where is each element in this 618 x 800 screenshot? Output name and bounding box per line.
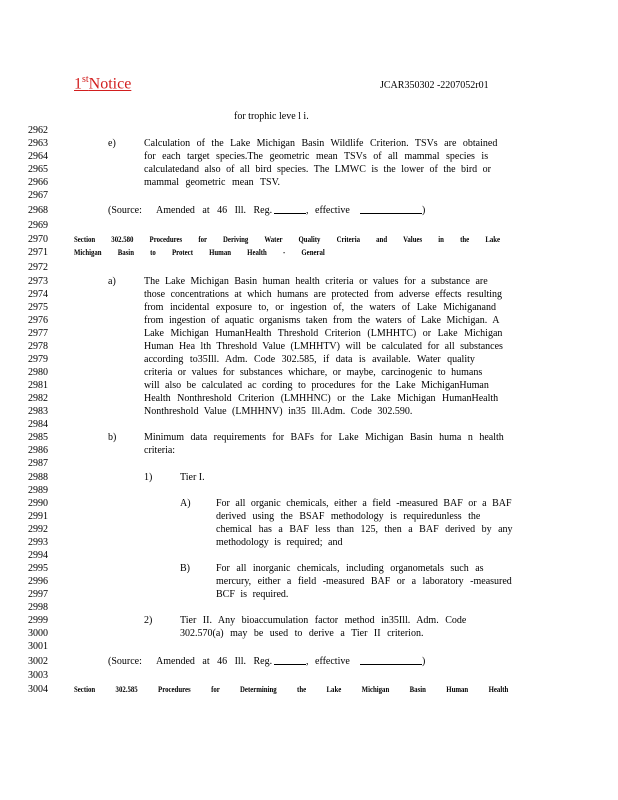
line-number: 2971	[28, 247, 48, 258]
line-number: 2983	[28, 406, 48, 417]
line-number: 2963	[28, 138, 48, 149]
line-2995: 2995 B) For all inorganic chemicals, including organometals such as	[28, 563, 484, 574]
reg-blank	[274, 655, 306, 669]
line-3000: 3000 302.570(a) may be used to derive a Tier II criterion.	[28, 628, 424, 639]
line-number: 2997	[28, 589, 48, 600]
notice-label: 1stNotice	[74, 74, 132, 93]
line-number: 2981	[28, 380, 48, 391]
line-number: 2970	[28, 234, 48, 245]
line-number: 3000	[28, 628, 48, 639]
line-number: 2982	[28, 393, 48, 404]
line-number: 2986	[28, 445, 48, 456]
line-2970	[0, 233, 618, 246]
line-2977: 2977 Lake Michigan HumanHealth Threshold Criterion (LMHHTC) or Lake Michigan	[28, 328, 503, 339]
item-label: A)	[180, 498, 191, 509]
line-number: 2990	[28, 498, 48, 509]
line-2973: 2973 a) The Lake Michigan Basin human health criteria or values for a substance are	[28, 276, 488, 287]
line-2988: 2988 1) Tier I.	[28, 472, 205, 483]
date-blank	[360, 655, 422, 669]
line-2989	[0, 484, 618, 497]
line-2996: 2996 mercury, either a field -measured BAF or a laboratory -measured	[28, 576, 512, 587]
line-2963: 2963 e) Calculation of the Lake Michigan Basin Wildlife Criterion. TSVs are obtained	[28, 138, 498, 149]
line-2971: 2971 Michigan Basin to Protect Human Health - General	[28, 247, 325, 258]
line-2998	[0, 601, 618, 614]
line-2972	[0, 261, 618, 274]
line-2969	[0, 219, 618, 232]
intro-line: for trophic leve l i.	[234, 111, 309, 122]
line-number: 2993	[28, 537, 48, 548]
line-2994	[0, 549, 618, 562]
line-2993: 2993 methodology is required; and	[28, 537, 343, 548]
line-number: 2973	[28, 276, 48, 287]
line-number: 2999	[28, 615, 48, 626]
line-number: 2974	[28, 289, 48, 300]
line-2986: 2986 criteria:	[28, 445, 176, 456]
line-2990: 2990 A) For all organic chemicals, either a field -measured BAF or a BAF	[28, 498, 512, 509]
line-2965: 2965 calculatedand also of all bird species. The LMWC is the lower of the bird or	[28, 164, 491, 175]
line-number: 2976	[28, 315, 48, 326]
item-label: a)	[108, 276, 116, 287]
line-2985: 2985 b) Minimum data requirements for BAFs for Lake Michigan Basin huma n health	[28, 432, 504, 443]
section-heading: Section 302.585 Procedures for Determining the Lake Michigan Basin Human Health	[74, 685, 509, 694]
line-2966: 2966 mammal geometric mean TSV.	[28, 177, 281, 188]
line-3001	[0, 640, 618, 653]
line-2979: 2979 according to35Ill. Adm. Code 302.585, if data is available. Water quality	[28, 354, 475, 365]
line-3003	[0, 669, 618, 682]
line-number: 3003	[28, 670, 48, 681]
line-number: 2972	[28, 262, 48, 273]
line-number: 2978	[28, 341, 48, 352]
line-number: 3002	[28, 656, 48, 667]
line-2968: 2968 (Source: Amended at 46 Ill. Reg. , effective )	[28, 205, 426, 216]
line-2992: 2992 chemical has a BAF less than 125, then a BAF derived by any	[28, 524, 513, 535]
line-2964: 2964 for each target species.The geometric mean TSVs of all mammal species is	[28, 151, 489, 162]
line-number: 2968	[28, 205, 48, 216]
line-2981: 2981 will also be calculated ac cording to procedures for the Lake MichiganHuman	[28, 380, 489, 391]
line-number: 2967	[28, 190, 48, 201]
line-2982: 2982 Health Nonthreshold Criterion (LMHHNC) or the Lake Michigan HumanHealth	[28, 393, 499, 404]
item-label: 1)	[144, 472, 153, 483]
line-2976: 2976 from ingestion of aquatic organisms taken from the waters of Lake Michigan. A	[28, 315, 500, 326]
line-2999: 2999 2) Tier II. Any bioaccumulation factor method in35Ill. Adm. Code	[28, 615, 467, 626]
line-number: 2987	[28, 458, 48, 469]
line-2980: 2980 criteria or values for substances whichare, or maybe, carcinogenic to humans	[28, 367, 483, 378]
line-3004	[0, 683, 618, 696]
line-2974: 2974 those concentrations at which humans are protected from adverse effects resulting	[28, 289, 503, 300]
line-number: 2979	[28, 354, 48, 365]
line-number: 2965	[28, 164, 48, 175]
line-number: 3004	[28, 684, 48, 695]
line-number: 3001	[28, 641, 48, 652]
line-number: 2985	[28, 432, 48, 443]
item-label: b)	[108, 432, 117, 443]
line-number: 2969	[28, 220, 48, 231]
line-number: 2966	[28, 177, 48, 188]
line-2975: 2975 from incidental exposure to, or ingestion of, the waters of Lake Michiganand	[28, 302, 496, 313]
line-number: 2998	[28, 602, 48, 613]
line-number: 2989	[28, 485, 48, 496]
line-2983: 2983 Nonthreshold Value (LMHHNV) in35 Ill.Adm. Code 302.590.	[28, 406, 413, 417]
item-label: B)	[180, 563, 190, 574]
line-number: 2962	[28, 125, 48, 136]
section-heading: Section 302.580 Procedures for Deriving Water Quality Criteria and Values in the Lake	[74, 235, 501, 244]
line-2984	[0, 418, 618, 431]
reg-blank	[274, 204, 306, 218]
line-number: 2984	[28, 419, 48, 430]
line-2962	[0, 124, 618, 137]
line-2967	[0, 189, 618, 202]
line-2978: 2978 Human Hea lth Threshold Value (LMHHTV) will be calculated for all substances	[28, 341, 503, 352]
item-label: e)	[108, 138, 116, 149]
line-3002: 3002 (Source: Amended at 46 Ill. Reg. , effective )	[28, 656, 426, 667]
line-number: 2980	[28, 367, 48, 378]
line-2997: 2997 BCF is required.	[28, 589, 289, 600]
line-number: 2992	[28, 524, 48, 535]
line-number: 2964	[28, 151, 48, 162]
line-number: 2996	[28, 576, 48, 587]
date-blank	[360, 204, 422, 218]
line-2987	[0, 457, 618, 470]
line-number: 2975	[28, 302, 48, 313]
item-label: 2)	[144, 615, 153, 626]
line-number: 2991	[28, 511, 48, 522]
line-number: 2995	[28, 563, 48, 574]
document-id: JCAR350302 -2207052r01	[380, 80, 489, 91]
line-number: 2994	[28, 550, 48, 561]
line-2991: 2991 derived using the BSAF methodology is requiredunless the	[28, 511, 481, 522]
line-number: 2988	[28, 472, 48, 483]
line-number: 2977	[28, 328, 48, 339]
